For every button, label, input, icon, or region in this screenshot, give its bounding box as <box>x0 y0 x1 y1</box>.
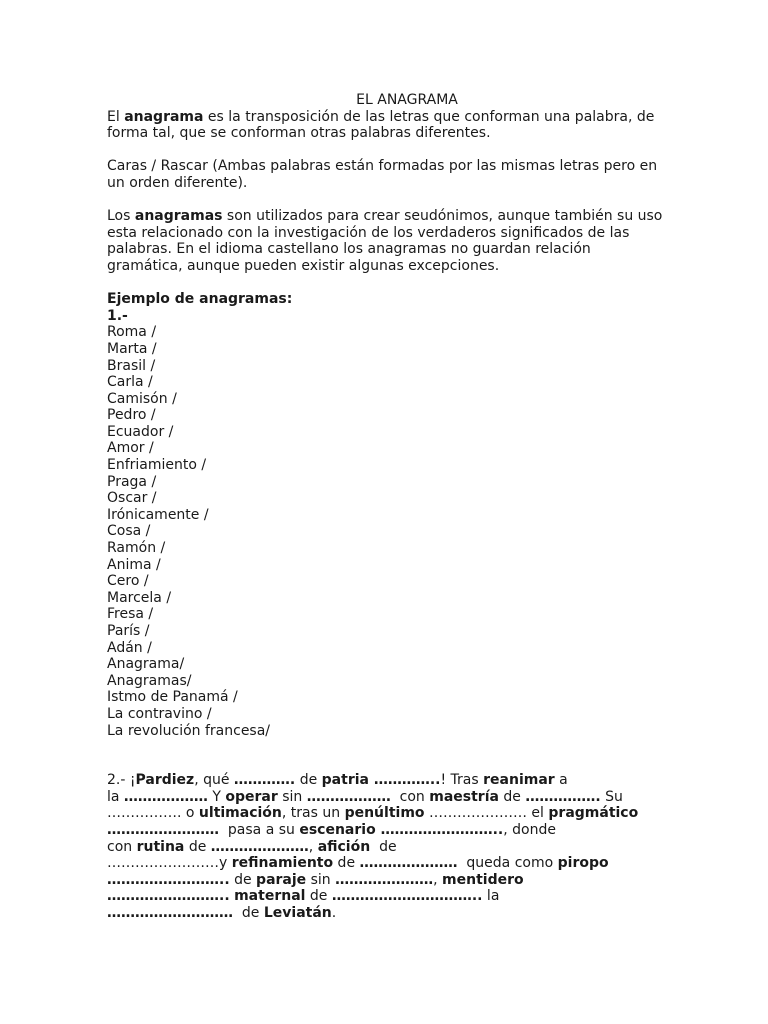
spacer <box>107 739 667 772</box>
exercise2-text-segment: de <box>184 838 211 855</box>
exercise2-text-segment: Su <box>600 788 623 805</box>
exercise2-bold-segment: …………………….. <box>107 888 230 905</box>
exercise2-text-segment: de <box>229 871 257 888</box>
intro-lead: El <box>107 108 125 125</box>
exercise2-bold-segment: …………………….. <box>375 821 504 838</box>
anagram-word-item: Praga / <box>107 473 157 490</box>
anagram-word-item: Istmo de Panamá / <box>107 689 238 706</box>
usage-rest: son utilizados para crear seudónimos, aunque también su uso esta relacionado con la investigación de los verdaderos significados de las palabras. En el idioma castellano los anagramas no guardan relación gramática, aunque pueden existir algunas excepciones. <box>107 208 663 274</box>
usage-lead: Los <box>107 208 135 225</box>
anagram-word-item: Cero / <box>107 573 149 590</box>
document-title: EL ANAGRAMA <box>356 92 458 108</box>
exercise2-text-segment: de <box>233 904 264 921</box>
exercise2-text-segment: 2.- ¡ <box>107 772 136 789</box>
anagram-word-item: Adán / <box>107 639 152 656</box>
exercise2-text-segment: sin <box>306 871 336 888</box>
exercise2-bold-segment: paraje <box>256 871 307 888</box>
exercise2-line <box>107 872 667 889</box>
exercise2-bold-segment: ………………………….. <box>331 888 483 905</box>
document-page <box>107 92 667 922</box>
anagram-word-item: Ecuador / <box>107 423 174 440</box>
exercise2-bold-segment: reanimar <box>483 772 555 789</box>
exercise2-paragraph <box>107 772 667 921</box>
exercise2-text-segment: pasa a su <box>219 821 300 838</box>
examples-heading-text: Ejemplo de anagramas: <box>107 291 293 308</box>
exercise2-text-segment: queda como <box>457 855 558 872</box>
exercise2-bold-segment: ……………………… <box>107 904 233 921</box>
exercise2-bold-segment: pragmático <box>548 805 639 822</box>
exercise2-line <box>107 888 667 905</box>
exercise2-text-segment: ……………. o <box>107 805 199 822</box>
examples-heading <box>107 291 667 308</box>
anagram-word-item: Amor / <box>107 440 154 457</box>
exercise2-bold-segment: Pardiez <box>135 772 195 789</box>
exercise2-bold-segment: ………………… <box>359 855 458 872</box>
exercise2-bold-segment: ……………. <box>525 788 601 805</box>
exercise2-bold-segment: afición <box>317 838 371 855</box>
anagram-word-item: Carla / <box>107 374 153 391</box>
anagram-word-list <box>107 324 667 739</box>
exercise2-line <box>107 822 667 839</box>
exercise2-text-segment: la <box>482 888 500 905</box>
usage-term: anagramas <box>134 208 223 225</box>
exercise2-bold-segment: maestría <box>429 788 499 805</box>
exercise2-text-segment: a <box>554 772 568 789</box>
exercise2-text-segment: ……………………y <box>107 855 232 872</box>
anagram-word-item: Camisón / <box>107 390 177 407</box>
exercise2-text-segment: , tras un <box>281 805 345 822</box>
exercise2-text-segment: Y <box>207 788 226 805</box>
exercise2-bold-segment: operar <box>225 788 278 805</box>
exercise2-bold-segment: Leviatán <box>263 904 332 921</box>
exercise2-line <box>107 772 667 789</box>
anagram-word-item: Anagramas/ <box>107 672 192 689</box>
exercise2-bold-segment: ………………… <box>335 871 434 888</box>
exercise2-text-segment: ! Tras <box>440 772 484 789</box>
anagram-word-item: Enfriamiento / <box>107 457 207 474</box>
anagram-word-item: Ramón / <box>107 540 166 557</box>
exercise2-bold-segment: piropo <box>557 855 609 872</box>
anagram-word-item: Roma / <box>107 324 157 341</box>
exercise2-text-segment: , <box>308 838 318 855</box>
usage-paragraph <box>107 208 667 274</box>
exercise2-bold-segment: escenario <box>299 821 376 838</box>
anagram-word-item: Pedro / <box>107 407 156 424</box>
exercise2-text-segment: de <box>333 855 360 872</box>
exercise2-line <box>107 839 667 856</box>
exercise2-text-segment: de <box>295 772 322 789</box>
exercise2-text-segment: sin <box>277 788 307 805</box>
exercise2-bold-segment: ………………… <box>210 838 309 855</box>
exercise1-number <box>107 308 667 325</box>
anagram-word-item: París / <box>107 623 150 639</box>
exercise2-text-segment: , qué <box>194 772 234 789</box>
exercise2-bold-segment: ……………… <box>123 788 208 805</box>
anagram-word-item: Oscar / <box>107 490 157 507</box>
exercise2-line <box>107 805 667 822</box>
exercise2-bold-segment: patria <box>321 772 369 789</box>
exercise2-text-segment: de <box>498 788 526 805</box>
intro-rest: es la transposición de las letras que conforman una palabra, de forma tal, que se conforman otras palabras diferentes. <box>107 108 655 142</box>
exercise2-line <box>107 789 667 806</box>
exercise2-line <box>107 855 667 872</box>
exercise2-bold-segment: penúltimo <box>344 805 425 822</box>
anagram-word-item: Brasil / <box>107 357 156 374</box>
exercise2-bold-segment: mentidero <box>442 871 524 888</box>
intro-term: anagrama <box>124 108 204 125</box>
exercise2-text-segment: , <box>433 871 443 888</box>
exercise2-bold-segment: ………….. <box>368 772 441 789</box>
anagram-word-item: Cosa / <box>107 523 151 540</box>
exercise2-text-segment: . <box>331 904 337 921</box>
anagram-word-item: La revolución francesa/ <box>107 722 271 739</box>
exercise2-text-segment: con <box>107 838 137 855</box>
exercise2-bold-segment: maternal <box>234 888 306 905</box>
intro-paragraph <box>107 109 667 142</box>
exercise2-bold-segment: …………………… <box>107 821 219 838</box>
exercise2-text-segment: , donde <box>503 821 556 838</box>
exercise2-bold-segment: …………. <box>233 772 296 789</box>
exercise2-text-segment: la <box>107 788 124 805</box>
exercise2-text-segment: de <box>370 838 397 855</box>
spacer <box>107 275 667 292</box>
example-pair-paragraph: Caras / Rascar (Ambas palabras están formadas por las mismas letras pero en un orden diferente). <box>107 158 658 191</box>
exercise2-bold-segment: refinamiento <box>231 855 334 872</box>
anagram-word-item: Marcela / <box>107 589 172 606</box>
spacer <box>107 142 667 159</box>
exercise2-bold-segment: …………………….. <box>107 871 230 888</box>
exercise2-text-segment: ………………… el <box>424 805 549 822</box>
anagram-word-item: La contravino / <box>107 705 212 722</box>
spacer <box>107 192 667 209</box>
exercise2-text-segment: de <box>305 888 332 905</box>
exercise2-line <box>107 905 667 922</box>
anagram-word-item: Marta / <box>107 340 157 357</box>
anagram-word-item: Fresa / <box>107 606 154 623</box>
anagram-word-item: Anima / <box>107 556 161 573</box>
exercise2-text-segment: con <box>390 788 430 805</box>
exercise2-bold-segment: ……………… <box>306 788 391 805</box>
anagram-word-item: Irónicamente / <box>107 506 209 523</box>
exercise1-number-text: 1.- <box>107 307 128 324</box>
exercise2-bold-segment: rutina <box>136 838 185 855</box>
anagram-word-item: Anagrama/ <box>107 656 185 673</box>
exercise2-bold-segment: ultimación <box>198 805 282 822</box>
